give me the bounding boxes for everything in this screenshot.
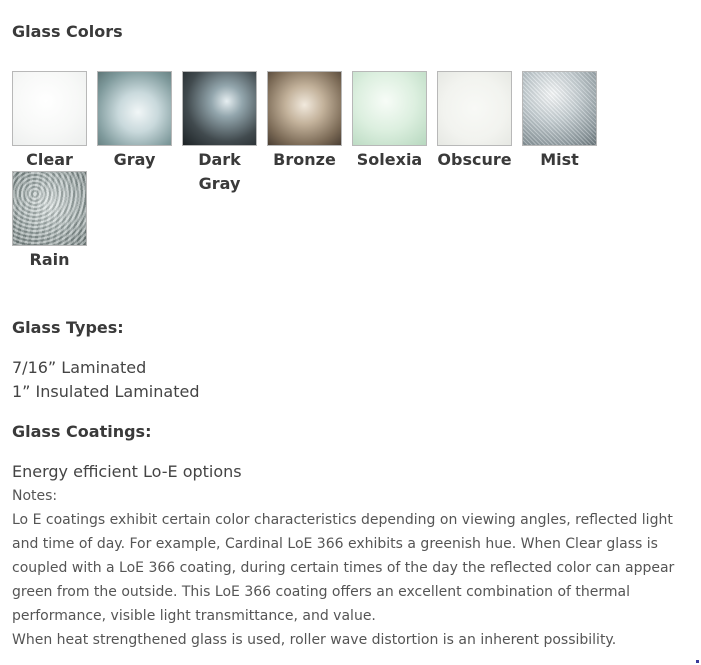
notes-paragraph: When heat strengthened glass is used, roller wave distortion is an inherent possibility.: [12, 632, 617, 648]
mist-glass-image: [522, 71, 597, 146]
swatch-mist[interactable]: [522, 71, 597, 172]
swatch-dark-gray[interactable]: [182, 71, 257, 196]
glass-types-heading: Glass Types:: [12, 318, 124, 337]
bronze-glass-image: [267, 71, 342, 146]
swatch-label: Gray: [113, 150, 156, 169]
rain-glass-image: [12, 171, 87, 246]
notes-paragraph: Lo E coatings exhibit certain color characteristics depending on viewing angles, reflected light and time of day. For example, Cardinal LoE 366 exhibits a greenish hue. When Clear glass is coupled with a LoE 366 coating, during certain times of the day the reflected color can appear green from the outside. This LoE 366 coating offers an excellent combination of thermal performance, visible light transmittance, and value.: [12, 512, 675, 624]
solexia-glass-image: [352, 71, 427, 146]
glass-coatings-heading: Glass Coatings:: [12, 422, 152, 441]
swatch-label: Dark Gray: [198, 150, 241, 193]
notes-label: Notes:: [12, 488, 58, 504]
swatch-bronze[interactable]: [267, 71, 342, 172]
swatch-obscure[interactable]: [437, 71, 512, 172]
swatch-label: Solexia: [356, 150, 423, 169]
swatch-label: Mist: [540, 150, 579, 169]
corner-marker: [696, 660, 699, 663]
swatch-label: Clear: [26, 150, 73, 169]
swatch-clear[interactable]: [12, 71, 87, 172]
swatch-label: Obscure: [437, 150, 512, 169]
clear-glass-image: [12, 71, 87, 146]
coating-options-text: Energy efficient Lo-E options: [12, 462, 242, 481]
swatch-rain[interactable]: [12, 171, 87, 272]
obscure-glass-image: [437, 71, 512, 146]
coating-notes: [12, 484, 692, 652]
swatch-gray[interactable]: [97, 71, 172, 172]
swatch-label: Rain: [29, 250, 70, 269]
glass-type-item: 1” Insulated Laminated: [12, 382, 200, 401]
swatch-label: Bronze: [273, 150, 336, 169]
dark-gray-glass-image: [182, 71, 257, 146]
swatch-solexia[interactable]: [352, 71, 427, 172]
glass-colors-heading: Glass Colors: [12, 22, 123, 41]
glass-type-item: 7/16” Laminated: [12, 358, 147, 377]
gray-glass-image: [97, 71, 172, 146]
